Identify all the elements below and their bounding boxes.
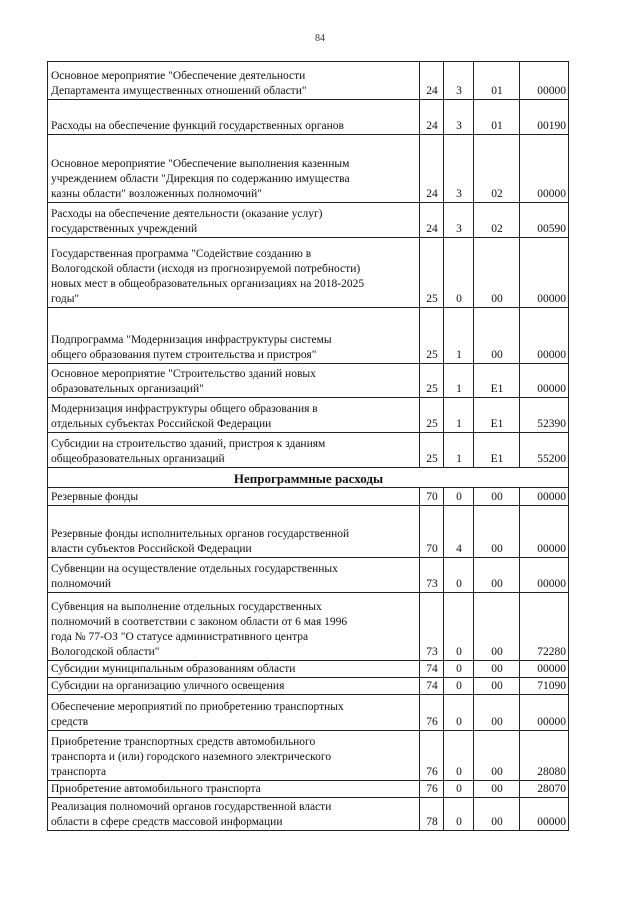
row-code-4: 00000 — [520, 695, 569, 731]
row-code-2: 4 — [444, 506, 474, 558]
row-name: Субсидии на организацию уличного освещения — [48, 678, 420, 695]
table-row — [48, 135, 569, 203]
row-code-4: 00000 — [520, 62, 569, 100]
row-code-4: 00190 — [520, 100, 569, 135]
row-code-1: 25 — [420, 238, 444, 308]
row-code-1: 24 — [420, 203, 444, 238]
row-name: Приобретение транспортных средств автомобильного транспорта и (или) городского наземного электрического транспорта — [48, 731, 420, 781]
row-code-3: 01 — [474, 62, 520, 100]
row-code-4: 71090 — [520, 678, 569, 695]
row-code-4: 00000 — [520, 364, 569, 398]
row-code-4: 00000 — [520, 488, 569, 506]
row-code-1: 73 — [420, 593, 444, 661]
row-code-1: 74 — [420, 661, 444, 678]
row-code-4: 00000 — [520, 308, 569, 364]
row-code-2: 0 — [444, 781, 474, 798]
row-name: Основное мероприятие "Обеспечение деятельности Департамента имущественных отношений области" — [48, 62, 420, 100]
table-row — [48, 506, 569, 558]
row-code-3: 00 — [474, 678, 520, 695]
section-header-row — [48, 468, 569, 488]
row-code-3: 00 — [474, 695, 520, 731]
row-name: Модернизация инфраструктуры общего образования в отдельных субъектах Российской Федерации — [48, 398, 420, 433]
table-row — [48, 398, 569, 433]
table-row — [48, 308, 569, 364]
table-row — [48, 695, 569, 731]
row-name: Субвенция на выполнение отдельных государственных полномочий в соответствии с законом области от 6 мая 1996 года № 77-ОЗ "О статусе административного центра Вологодской области" — [48, 593, 420, 661]
row-code-3: 00 — [474, 731, 520, 781]
row-code-2: 0 — [444, 488, 474, 506]
row-code-4: 00000 — [520, 798, 569, 831]
row-code-4: 28080 — [520, 731, 569, 781]
row-code-3: E1 — [474, 398, 520, 433]
row-code-1: 24 — [420, 100, 444, 135]
row-name: Расходы на обеспечение деятельности (оказание услуг) государственных учреждений — [48, 203, 420, 238]
row-code-2: 0 — [444, 731, 474, 781]
row-code-4: 72280 — [520, 593, 569, 661]
table-row — [48, 364, 569, 398]
row-name: Резервные фонды исполнительных органов государственной власти субъектов Российской Федерации — [48, 506, 420, 558]
row-code-2: 0 — [444, 558, 474, 593]
row-code-4: 00000 — [520, 661, 569, 678]
row-code-3: 01 — [474, 100, 520, 135]
table-row — [48, 488, 569, 506]
table-row — [48, 433, 569, 468]
table-row — [48, 100, 569, 135]
row-code-1: 24 — [420, 62, 444, 100]
row-code-2: 1 — [444, 308, 474, 364]
row-name: Расходы на обеспечение функций государственных органов — [48, 100, 420, 135]
row-code-1: 76 — [420, 731, 444, 781]
row-code-1: 25 — [420, 308, 444, 364]
row-name: Субсидии муниципальным образованиям области — [48, 661, 420, 678]
row-code-4: 00000 — [520, 558, 569, 593]
row-code-4: 28070 — [520, 781, 569, 798]
row-name: Субвенции на осуществление отдельных государственных полномочий — [48, 558, 420, 593]
row-code-4: 00000 — [520, 506, 569, 558]
row-code-3: 00 — [474, 238, 520, 308]
row-name: Подпрограмма "Модернизация инфраструктуры системы общего образования путем строительства и пристроя" — [48, 308, 420, 364]
row-code-4: 00000 — [520, 135, 569, 203]
row-code-2: 3 — [444, 100, 474, 135]
row-code-3: 02 — [474, 203, 520, 238]
table-row — [48, 678, 569, 695]
row-code-3: 00 — [474, 593, 520, 661]
table-row — [48, 798, 569, 831]
table-row — [48, 731, 569, 781]
page-number: 84 — [315, 33, 325, 44]
row-code-3: E1 — [474, 433, 520, 468]
row-code-3: 00 — [474, 798, 520, 831]
row-name: Обеспечение мероприятий по приобретению транспортных средств — [48, 695, 420, 731]
row-code-1: 24 — [420, 135, 444, 203]
row-code-3: 00 — [474, 661, 520, 678]
row-code-1: 76 — [420, 781, 444, 798]
row-code-2: 1 — [444, 364, 474, 398]
row-name: Реализация полномочий органов государственной власти области в сфере средств массовой информации — [48, 798, 420, 831]
row-code-1: 70 — [420, 506, 444, 558]
row-code-4: 00590 — [520, 203, 569, 238]
row-code-2: 1 — [444, 433, 474, 468]
row-code-2: 3 — [444, 135, 474, 203]
row-code-3: E1 — [474, 364, 520, 398]
section-title: Непрограммные расходы — [48, 468, 569, 488]
row-code-1: 25 — [420, 364, 444, 398]
row-code-1: 70 — [420, 488, 444, 506]
row-code-2: 0 — [444, 695, 474, 731]
row-code-1: 25 — [420, 433, 444, 468]
row-code-3: 00 — [474, 506, 520, 558]
row-code-1: 78 — [420, 798, 444, 831]
row-code-2: 0 — [444, 238, 474, 308]
row-code-1: 25 — [420, 398, 444, 433]
table-row — [48, 661, 569, 678]
table-row — [48, 781, 569, 798]
row-name: Основное мероприятие "Строительство зданий новых образовательных организаций" — [48, 364, 420, 398]
row-code-3: 00 — [474, 781, 520, 798]
table-row — [48, 62, 569, 100]
row-code-1: 76 — [420, 695, 444, 731]
row-code-2: 0 — [444, 593, 474, 661]
table-row — [48, 203, 569, 238]
row-code-4: 55200 — [520, 433, 569, 468]
row-code-4: 52390 — [520, 398, 569, 433]
row-code-3: 00 — [474, 558, 520, 593]
row-code-2: 1 — [444, 398, 474, 433]
row-code-3: 00 — [474, 488, 520, 506]
budget-classification-table — [47, 61, 569, 831]
row-code-1: 74 — [420, 678, 444, 695]
row-code-4: 00000 — [520, 238, 569, 308]
row-code-2: 0 — [444, 678, 474, 695]
row-code-3: 02 — [474, 135, 520, 203]
table-row — [48, 238, 569, 308]
row-code-1: 73 — [420, 558, 444, 593]
table-row — [48, 558, 569, 593]
row-code-2: 0 — [444, 798, 474, 831]
row-name: Субсидии на строительство зданий, пристроя к зданиям общеобразовательных организаций — [48, 433, 420, 468]
row-name: Резервные фонды — [48, 488, 420, 506]
row-name: Государственная программа "Содействие созданию в Вологодской области (исходя из прогнозируемой потребности) новых мест в общеобразовательных организациях на 2018-2025 годы" — [48, 238, 420, 308]
row-name: Основное мероприятие "Обеспечение выполнения казенным учреждением области "Дирекция по содержанию имущества казны области" возложенных полномочий" — [48, 135, 420, 203]
table-row — [48, 593, 569, 661]
row-code-3: 00 — [474, 308, 520, 364]
row-name: Приобретение автомобильного транспорта — [48, 781, 420, 798]
row-code-2: 0 — [444, 661, 474, 678]
row-code-2: 3 — [444, 62, 474, 100]
row-code-2: 3 — [444, 203, 474, 238]
